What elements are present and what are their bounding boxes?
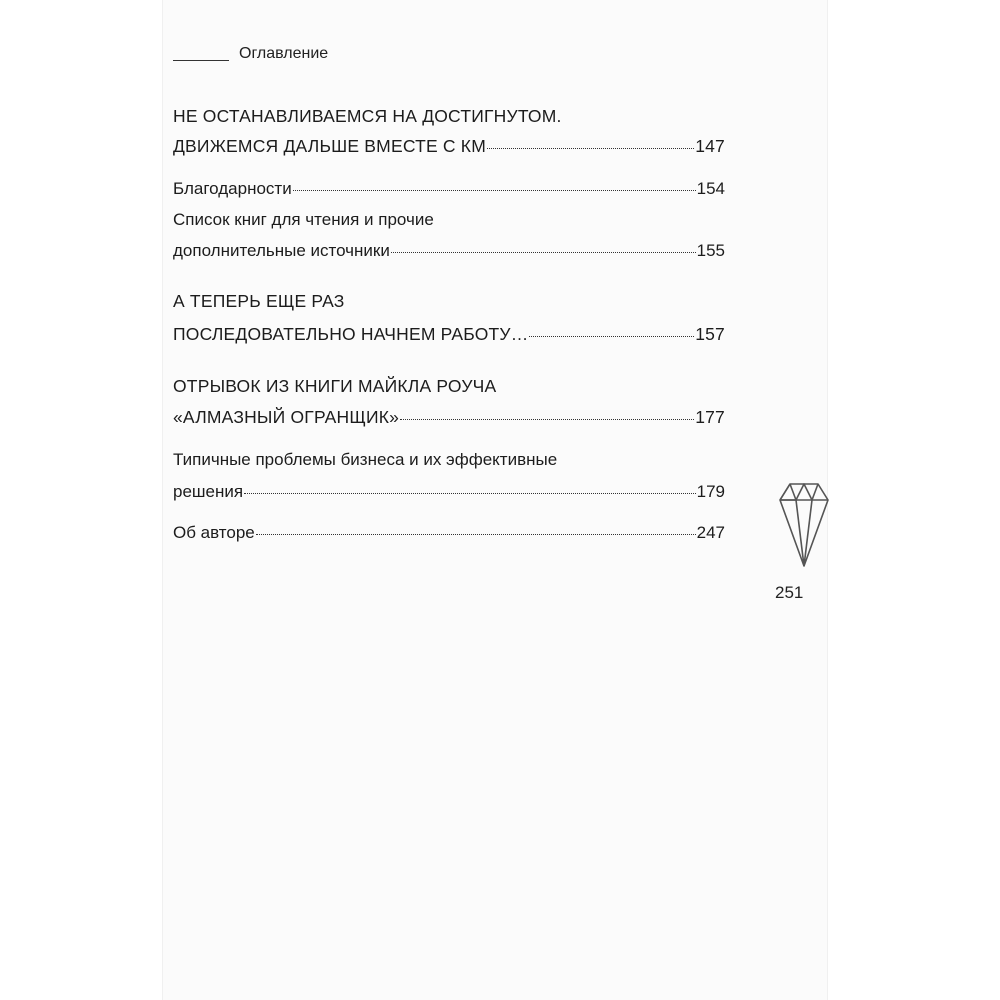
toc-section1-line1: НЕ ОСТАНАВЛИВАЕМСЯ НА ДОСТИГНУТОМ. [173, 106, 562, 126]
toc-reading-line1: Список книг для чтения и прочие [173, 210, 434, 229]
dot-leader [244, 493, 696, 494]
header-rule [173, 60, 229, 61]
toc-section2-page: 157 [695, 324, 725, 344]
toc-author-page: 247 [696, 523, 725, 542]
toc-entry-author[interactable] [173, 522, 725, 544]
toc-problems-page: 179 [696, 482, 725, 501]
toc-reading-line2: дополнительные источники [173, 241, 390, 260]
toc-entry-reading[interactable] [173, 240, 725, 262]
toc-excerpt-line2: «АЛМАЗНЫЙ ОГРАНЩИК» [173, 407, 400, 427]
dot-leader [487, 148, 694, 149]
toc-entry-problems[interactable] [173, 481, 725, 503]
toc-entry-section1[interactable] [173, 135, 725, 157]
diamond-icon [772, 478, 836, 570]
dot-leader [293, 190, 696, 191]
toc-problems-line1: Типичные проблемы бизнеса и их эффективные [173, 450, 558, 469]
dot-leader [400, 419, 694, 420]
dot-leader [529, 336, 694, 337]
toc-section1-page: 147 [695, 136, 725, 156]
toc-section2-line1: А ТЕПЕРЬ ЕЩЕ РАЗ [173, 291, 345, 311]
toc-author-text: Об авторе [173, 523, 255, 542]
toc-section1-line2: ДВИЖЕМСЯ ДАЛЬШЕ ВМЕСТЕ С КМ [173, 136, 486, 156]
toc-problems-line2: решения [173, 482, 244, 501]
toc-entry-thanks[interactable] [173, 178, 725, 200]
toc-section2-line2: ПОСЛЕДОВАТЕЛЬНО НАЧНЕМ РАБОТУ… [173, 324, 529, 344]
toc-thanks-page: 154 [696, 179, 725, 198]
header-title: Оглавление [239, 45, 329, 62]
running-header [173, 45, 328, 63]
toc-thanks-text: Благодарности [173, 179, 292, 198]
toc-entry-excerpt[interactable] [173, 406, 725, 428]
toc-excerpt-line1: ОТРЫВОК ИЗ КНИГИ МАЙКЛА РОУЧА [173, 376, 497, 396]
dot-leader [256, 534, 696, 535]
page-number: 251 [775, 583, 804, 602]
toc-entry-section2[interactable] [173, 323, 725, 345]
toc-reading-page: 155 [696, 241, 725, 260]
dot-leader [391, 252, 696, 253]
toc-excerpt-page: 177 [695, 407, 725, 427]
